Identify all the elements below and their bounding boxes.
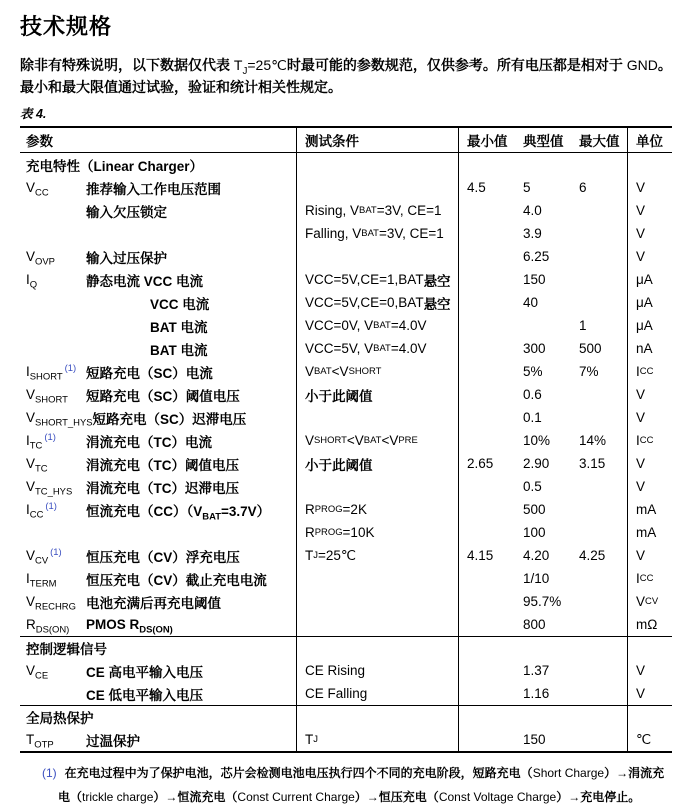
cell-min — [459, 199, 515, 222]
cell-unit: mA — [636, 525, 657, 540]
table-row — [20, 498, 672, 521]
table-row — [20, 452, 672, 475]
parameter-symbol: $V_{TC}$ — [26, 456, 48, 475]
cell-typ: 0.6 — [523, 387, 542, 402]
cell-unit: I CC — [636, 571, 654, 586]
parameter-symbol: $I_{TC}^{(1)}$ — [26, 431, 56, 452]
cell-max — [571, 590, 628, 613]
cell-typ: 1.37 — [523, 663, 550, 678]
table-row — [20, 613, 672, 636]
cell-typ: 1.16 — [523, 686, 550, 701]
cell-typ: 40 — [523, 295, 539, 310]
cell-parameter — [20, 245, 297, 268]
table-row — [20, 222, 672, 245]
cell-condition: CE Falling — [297, 682, 459, 705]
cell-unit: V — [636, 180, 646, 195]
cell-condition — [297, 637, 459, 659]
table-row — [20, 337, 672, 360]
cell-typ: 4.0 — [523, 203, 542, 218]
cell-parameter — [20, 176, 297, 199]
cell-typ: 6.25 — [523, 249, 550, 264]
cell-typ — [515, 637, 571, 659]
parameter-description: VCC 电流 — [150, 296, 210, 312]
table-row — [20, 314, 672, 337]
section-row — [20, 636, 672, 659]
cell-parameter — [20, 590, 297, 613]
parameter-symbol: $V_{TC\_HYS}$ — [26, 479, 73, 498]
column-header-4: 典型值 — [523, 134, 564, 149]
cell-unit: V — [636, 456, 646, 471]
cell-unit: V — [636, 479, 646, 494]
cell-typ: 2.90 — [523, 456, 550, 471]
cell-unit: mΩ — [636, 617, 658, 632]
cell-max — [571, 498, 628, 521]
parameter-description: 涓流充电（TC）阈值电压 — [86, 457, 239, 473]
table-row — [20, 682, 672, 705]
parameter-symbol: $V_{CV}^{(1)}$ — [26, 546, 62, 567]
cell-unit: V — [636, 203, 646, 218]
cell-max: 1 — [571, 314, 628, 337]
cell-min — [459, 222, 515, 245]
section-row — [20, 153, 672, 176]
cell-typ: 800 — [523, 617, 546, 632]
cell-min — [459, 429, 515, 452]
cell-typ: 0.5 — [523, 479, 542, 494]
section-label: 全局热保护 — [20, 706, 297, 728]
table-row — [20, 268, 672, 291]
cell-min — [459, 498, 515, 521]
cell-unit: μA — [636, 295, 653, 310]
cell-typ: 4.20 — [523, 548, 550, 563]
cell-unit: mA — [636, 502, 657, 517]
cell-condition — [297, 590, 459, 613]
cell-condition: 小于此阈值 — [297, 383, 459, 406]
cell-max: 3.15 — [571, 452, 628, 475]
cell-typ: 5 — [523, 180, 531, 195]
section-label: 控制逻辑信号 — [20, 637, 297, 659]
cell-min — [459, 268, 515, 291]
table-row — [20, 245, 672, 268]
cell-condition — [297, 245, 459, 268]
cell-parameter — [20, 268, 297, 291]
cell-unit: V — [636, 663, 646, 678]
cell-parameter — [20, 659, 297, 682]
cell-min — [459, 682, 515, 705]
column-header-3: 最小值 — [467, 134, 508, 149]
cell-condition — [297, 153, 459, 176]
cell-min — [459, 291, 515, 314]
cell-max — [571, 706, 628, 728]
parameter-symbol: $I_Q$ — [26, 272, 38, 291]
parameter-description: 短路充电（SC）阈值电压 — [86, 388, 240, 404]
table-row — [20, 291, 672, 314]
cell-condition — [297, 613, 459, 636]
cell-condition: VCC=0V, V BAT =4.0V — [297, 314, 459, 337]
page-title: 技术规格 — [20, 14, 113, 39]
table-row — [20, 383, 672, 406]
parameter-description: PMOS $R_{DS(ON)}$ — [86, 617, 173, 636]
cell-max — [571, 521, 628, 544]
table-row — [20, 475, 672, 498]
cell-min: 4.5 — [467, 180, 486, 195]
footnote-text: 在充电过程中为了保护电池，芯片会检测电池电压执行四个不同的充电阶段，短路充电（Short Charge）→涓流充电（trickle charge）→恒流充电（Const Current Charge）→恒压充电（Const Voltage Charge）→充电停止。 — [58, 766, 665, 804]
cell-max — [571, 659, 628, 682]
cell-condition: CE Rising — [297, 659, 459, 682]
cell-max — [571, 268, 628, 291]
cell-max — [571, 637, 628, 659]
cell-typ: 1/10 — [523, 571, 550, 586]
parameter-symbol: $I_{TERM}$ — [26, 571, 57, 590]
cell-condition: VCC=5V, V BAT =4.0V — [297, 337, 459, 360]
cell-max — [571, 222, 628, 245]
cell-condition — [297, 176, 459, 199]
cell-parameter — [20, 682, 297, 705]
column-header-1: 参数 — [20, 128, 297, 152]
cell-unit — [628, 153, 672, 176]
cell-min — [459, 613, 515, 636]
cell-condition: VCC=5V,CE=1,BAT 悬空 — [297, 268, 459, 291]
cell-min — [459, 245, 515, 268]
parameter-symbol: $T_{OTP}$ — [26, 732, 54, 751]
parameter-symbol: $V_{OVP}$ — [26, 249, 55, 268]
table-row — [20, 659, 672, 682]
cell-min — [459, 337, 515, 360]
cell-unit: V — [636, 226, 646, 241]
parameter-description: 电池充满后再充电阈值 — [86, 595, 221, 611]
cell-typ: 150 — [523, 272, 546, 287]
cell-typ: 3.9 — [523, 226, 542, 241]
table-row — [20, 176, 672, 199]
cell-typ: 150 — [523, 732, 546, 747]
cell-unit: ℃ — [636, 731, 652, 747]
cell-unit: I CC — [636, 364, 654, 379]
cell-min — [459, 659, 515, 682]
cell-max — [571, 406, 628, 429]
parameter-description: 短路充电（SC）迟滞电压 — [92, 411, 247, 427]
column-header-2: 测试条件 — [297, 128, 459, 152]
cell-min — [459, 706, 515, 728]
table-row — [20, 199, 672, 222]
cell-condition: R PROG =10K — [297, 521, 459, 544]
table-row — [20, 406, 672, 429]
parameter-description: 恒流充电$(CC)(V_{BAT}=3.7V)$ — [86, 503, 271, 523]
cell-unit — [628, 706, 672, 728]
cell-max — [571, 245, 628, 268]
cell-unit — [628, 637, 672, 659]
cell-condition — [297, 406, 459, 429]
cell-condition — [297, 475, 459, 498]
parameter-description: 涓流充电（TC）电流 — [86, 434, 212, 450]
cell-max — [571, 613, 628, 636]
section-label: 充电特性（Linear Charger） — [20, 153, 297, 176]
parameter-description: 输入欠压锁定 — [86, 204, 167, 220]
cell-min — [459, 383, 515, 406]
cell-unit: V — [636, 249, 646, 264]
cell-max — [571, 199, 628, 222]
cell-max — [571, 153, 628, 176]
cell-max: 7% — [571, 360, 628, 383]
cell-condition — [297, 706, 459, 728]
parameter-description: 恒压充电（CV）截止充电电流 — [86, 572, 267, 588]
parameter-description: 推荐输入工作电压范围 — [86, 181, 221, 197]
parameter-symbol: $V_{SHORT}$ — [26, 387, 68, 406]
cell-typ: 5% — [523, 364, 543, 379]
cell-parameter — [20, 475, 297, 498]
parameter-symbol: $R_{DS(ON)}$ — [26, 617, 70, 636]
cell-typ: 95.7% — [523, 594, 562, 609]
cell-typ: 100 — [523, 525, 546, 540]
cell-min — [459, 406, 515, 429]
parameter-symbol: $V_{RECHRG}$ — [26, 594, 76, 613]
parameter-symbol: $V_{CC}$ — [26, 180, 49, 199]
cell-parameter — [20, 222, 297, 245]
table-header-row — [20, 128, 672, 153]
table-row — [20, 728, 672, 751]
parameter-description: 涓流充电（TC）迟滞电压 — [86, 480, 239, 496]
footnote — [20, 761, 675, 809]
cell-min — [459, 637, 515, 659]
cell-max — [571, 567, 628, 590]
cell-typ: 0.1 — [523, 410, 542, 425]
cell-unit: μA — [636, 318, 653, 333]
cell-unit: V — [636, 410, 646, 425]
cell-condition: T J =25℃ — [297, 544, 459, 567]
cell-min — [459, 314, 515, 337]
cell-parameter — [20, 360, 297, 383]
cell-typ — [515, 314, 571, 337]
cell-min: 2.65 — [467, 456, 494, 471]
cell-max: 6 — [571, 176, 628, 199]
cell-max: 4.25 — [571, 544, 628, 567]
cell-unit: V — [636, 548, 646, 563]
cell-max — [571, 475, 628, 498]
cell-parameter — [20, 613, 297, 636]
table-row — [20, 360, 672, 383]
cell-max: 14% — [571, 429, 628, 452]
footnote-marker: (1) — [42, 766, 57, 780]
parameter-symbol: $I_{SHORT}^{(1)}$ — [26, 362, 77, 383]
cell-max — [571, 291, 628, 314]
cell-min — [459, 567, 515, 590]
column-header-6: 单位 — [636, 134, 663, 149]
parameter-description: BAT 电流 — [150, 342, 208, 358]
cell-min — [459, 475, 515, 498]
cell-max — [571, 682, 628, 705]
cell-min: 4.15 — [467, 548, 494, 563]
table-row — [20, 429, 672, 452]
cell-parameter — [20, 383, 297, 406]
cell-parameter — [20, 429, 297, 452]
cell-parameter — [20, 199, 297, 222]
cell-min — [459, 728, 515, 751]
cell-parameter — [20, 728, 297, 751]
cell-parameter — [20, 544, 297, 567]
parameter-description: 恒压充电（CV）浮充电压 — [86, 549, 240, 565]
parameter-description: 过温保护 — [86, 733, 140, 749]
cell-unit: nA — [636, 341, 653, 356]
parameter-description: CE 低电平输入电压 — [86, 687, 204, 703]
cell-condition: Falling, V BAT =3V, CE=1 — [297, 222, 459, 245]
table-row — [20, 567, 672, 590]
cell-condition — [297, 567, 459, 590]
cell-parameter — [20, 521, 297, 544]
cell-min — [459, 360, 515, 383]
cell-condition: V SHORT <V BAT <V PRE — [297, 429, 459, 452]
cell-max — [571, 383, 628, 406]
cell-parameter — [20, 291, 297, 314]
parameter-symbol: $V_{SHORT\_HYS}$ — [26, 410, 93, 429]
cell-condition: Rising, V BAT =3V, CE=1 — [297, 199, 459, 222]
cell-parameter — [20, 314, 297, 337]
cell-typ: 500 — [523, 502, 546, 517]
intro-paragraph: 除非有特殊说明，以下数据仅代表 $T_J=25℃$时最可能的参数规范，仅供参考。所有电压都是相对于 GND。最小和最大限值通过试验，验证和统计相关性规定。 — [20, 57, 672, 95]
cell-parameter — [20, 567, 297, 590]
cell-unit: V — [636, 387, 646, 402]
cell-parameter — [20, 406, 297, 429]
cell-min — [459, 521, 515, 544]
cell-typ: 10% — [523, 433, 551, 448]
cell-condition: VCC=5V,CE=0,BAT 悬空 — [297, 291, 459, 314]
parameter-description: BAT 电流 — [150, 319, 208, 335]
cell-unit: μA — [636, 272, 653, 287]
cell-typ — [515, 706, 571, 728]
cell-max — [571, 728, 628, 751]
cell-typ — [515, 153, 571, 176]
table-row — [20, 521, 672, 544]
section-row — [20, 705, 672, 728]
parameter-description: 静态电流 VCC 电流 — [86, 273, 204, 289]
parameter-description: 短路充电（SC）电流 — [86, 365, 213, 381]
table-caption: 表 4. — [20, 107, 47, 121]
cell-parameter — [20, 498, 297, 521]
column-header-5: 最大值 — [571, 128, 628, 152]
spec-table — [20, 126, 672, 753]
cell-min — [459, 153, 515, 176]
table-row — [20, 590, 672, 613]
cell-max: 500 — [571, 337, 628, 360]
parameter-description: CE 高电平输入电压 — [86, 664, 204, 680]
parameter-description: 输入过压保护 — [86, 250, 167, 266]
table-row — [20, 544, 672, 567]
cell-unit: V — [636, 686, 646, 701]
cell-parameter — [20, 337, 297, 360]
cell-unit: I CC — [636, 433, 654, 448]
cell-condition: 小于此阈值 — [297, 452, 459, 475]
parameter-symbol: $V_{CE}$ — [26, 663, 49, 682]
parameter-symbol: $I_{CC}^{(1)}$ — [26, 500, 57, 521]
cell-unit: V CV — [636, 594, 659, 609]
cell-condition: V BAT <V SHORT — [297, 360, 459, 383]
cell-condition: T J — [297, 728, 459, 751]
cell-typ: 300 — [523, 341, 546, 356]
cell-condition: R PROG =2K — [297, 498, 459, 521]
cell-parameter — [20, 452, 297, 475]
cell-min — [459, 590, 515, 613]
